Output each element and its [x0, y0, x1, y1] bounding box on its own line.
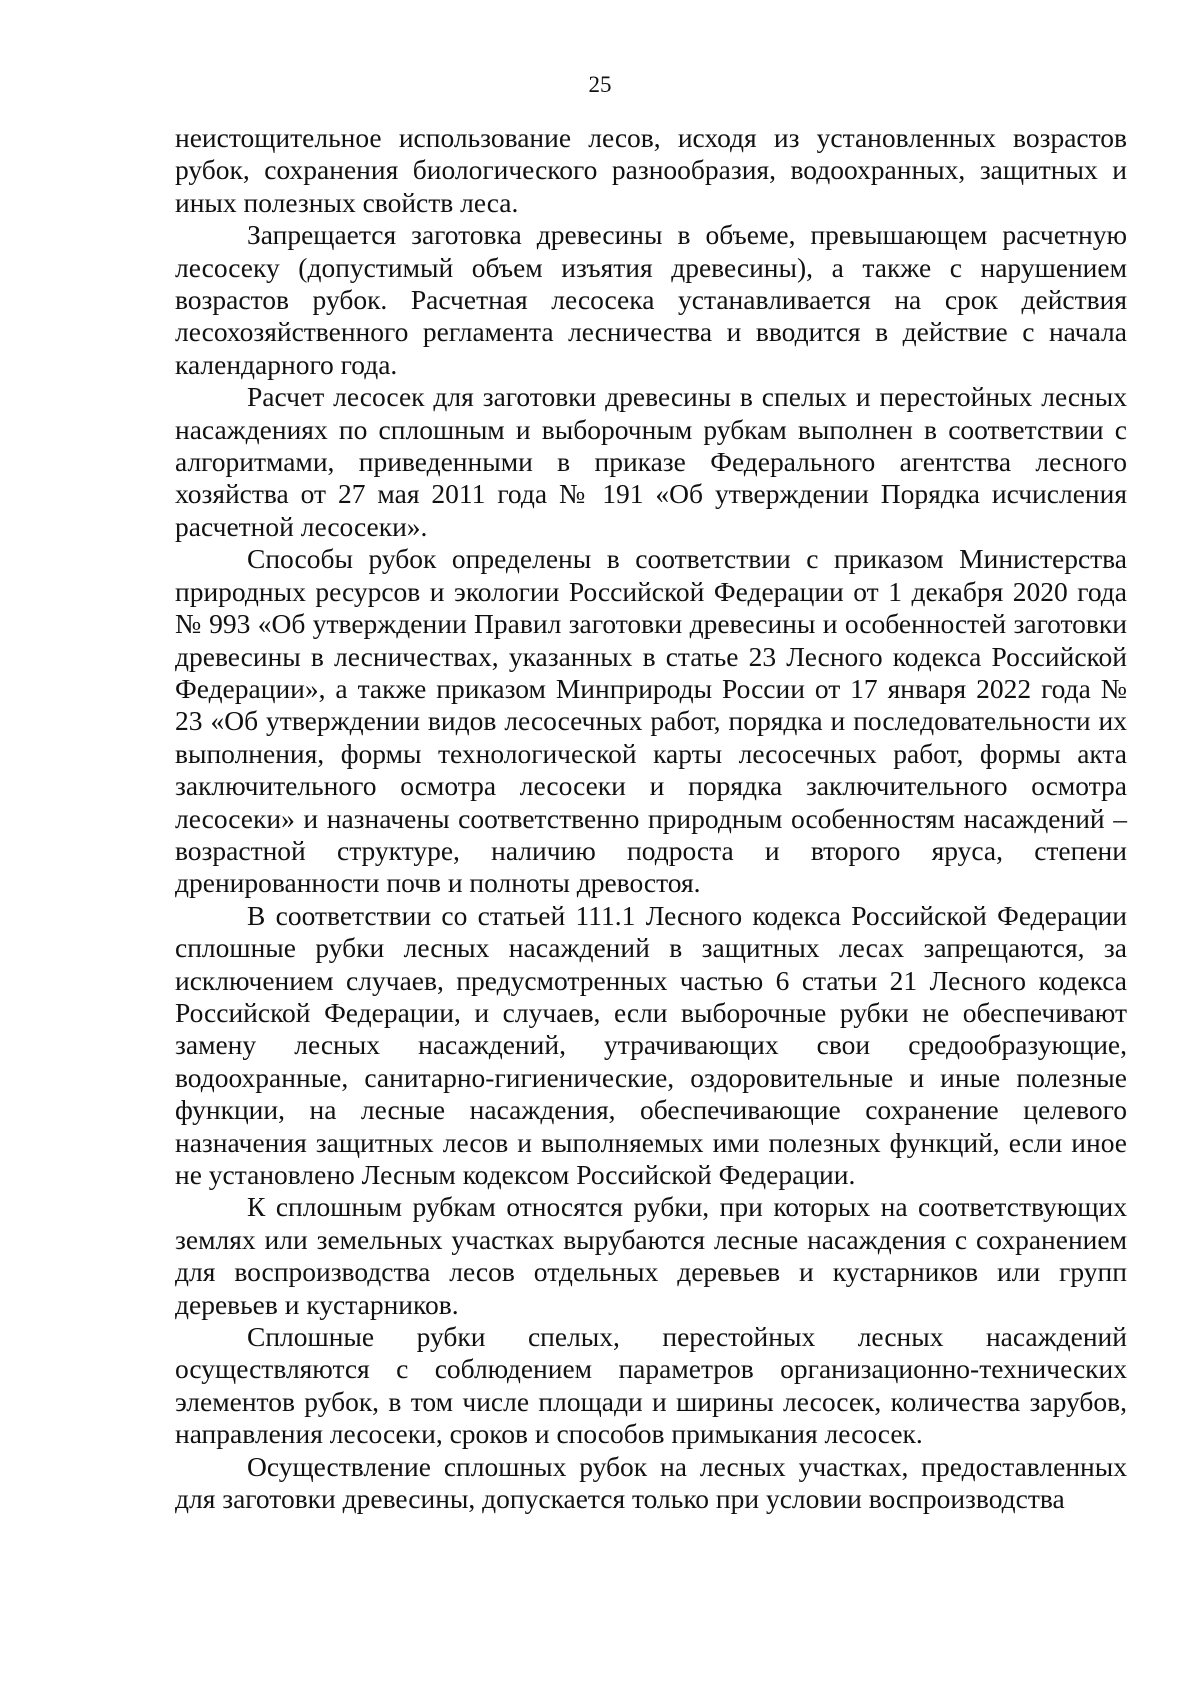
paragraph-continuation: неистощительное использование лесов, исходя из установленных возрастов рубок, сохранения биологического разнообразия, водоохранных, защитных и иных полезных свойств леса.	[175, 122, 1127, 218]
paragraph-clear-cutting-conditions: Осуществление сплошных рубок на лесных участках, предоставленных для заготовки древесины, допускается только при условии воспроизводства	[175, 1450, 1127, 1515]
paragraph-protective-forests: В соответствии со статьей 111.1 Лесного кодекса Российской Федерации сплошные рубки лесных насаждений в защитных лесах запрещаются, за исключением случаев, предусмотренных частью 6 статьи 21 Лесного кодекса Российской Федерации, и случаев, если выборочные рубки не обеспечивают замену лесных насаждений, утрачивающих свои средообразующие, водоохранные, санитарно-гигиенические, оздоровительные и иные полезные функции, на лесные насаждения, обеспечивающие сохранение целевого назначения защитных лесов и выполняемых ими полезных функций, если иное не установлено Лесным кодексом Российской Федерации.	[175, 899, 1127, 1190]
paragraph-felling-methods: Способы рубок определены в соответствии с приказом Министерства природных ресурсов и экологии Российской Федерации от 1 декабря 2020 года № 993 «Об утверждении Правил заготовки древесины и особенностей заготовки древесины в лесничествах, указанных в статье 23 Лесного кодекса Российской Федерации», а также приказом Минприроды России от 17 января 2022 года № 23 «Об утверждении видов лесосечных работ, порядка и последовательности их выполнения, формы технологической карты лесосечных работ, формы акта заключительного осмотра лесосеки и порядка заключительного осмотра лесосеки» и назначены соответственно природным особенностям насаждений – возрастной структуре, наличию подроста и второго яруса, степени дренированности почв и полноты древостоя.	[175, 543, 1127, 899]
paragraph-clear-cutting-definition: К сплошным рубкам относятся рубки, при которых на соответствующих землях или земельных участках вырубаются лесные насаждения с сохранением для воспроизводства лесов отдельных деревьев и кустарников или групп деревьев и кустарников.	[175, 1191, 1127, 1320]
paragraph-clear-cutting-parameters: Сплошные рубки спелых, перестойных лесных насаждений осуществляются с соблюдением параметров организационно-технических элементов рубок, в том числе площади и ширины лесосек, количества зарубов, направления лесосеки, сроков и способов примыкания лесосек.	[175, 1321, 1127, 1450]
paragraph-cutting-area-calculation: Расчет лесосек для заготовки древесины в спелых и перестойных лесных насаждениях по сплошным и выборочным рубкам выполнен в соответствии с алгоритмами, приведенными в приказе Федерального агентства лесного хозяйства от 27 мая 2011 года № 191 «Об утверждении Порядка исчисления расчетной лесосеки».	[175, 381, 1127, 542]
paragraph-harvest-volume-limit: Запрещается заготовка древесины в объеме, превышающем расчетную лесосеку (допустимый объем изъятия древесины), а также с нарушением возрастов рубок. Расчетная лесосека устанавливается на срок действия лесохозяйственного регламента лесничества и вводится в действие с начала календарного года.	[175, 219, 1127, 380]
page-number: 25	[588, 72, 612, 97]
document-body	[175, 122, 1127, 1515]
